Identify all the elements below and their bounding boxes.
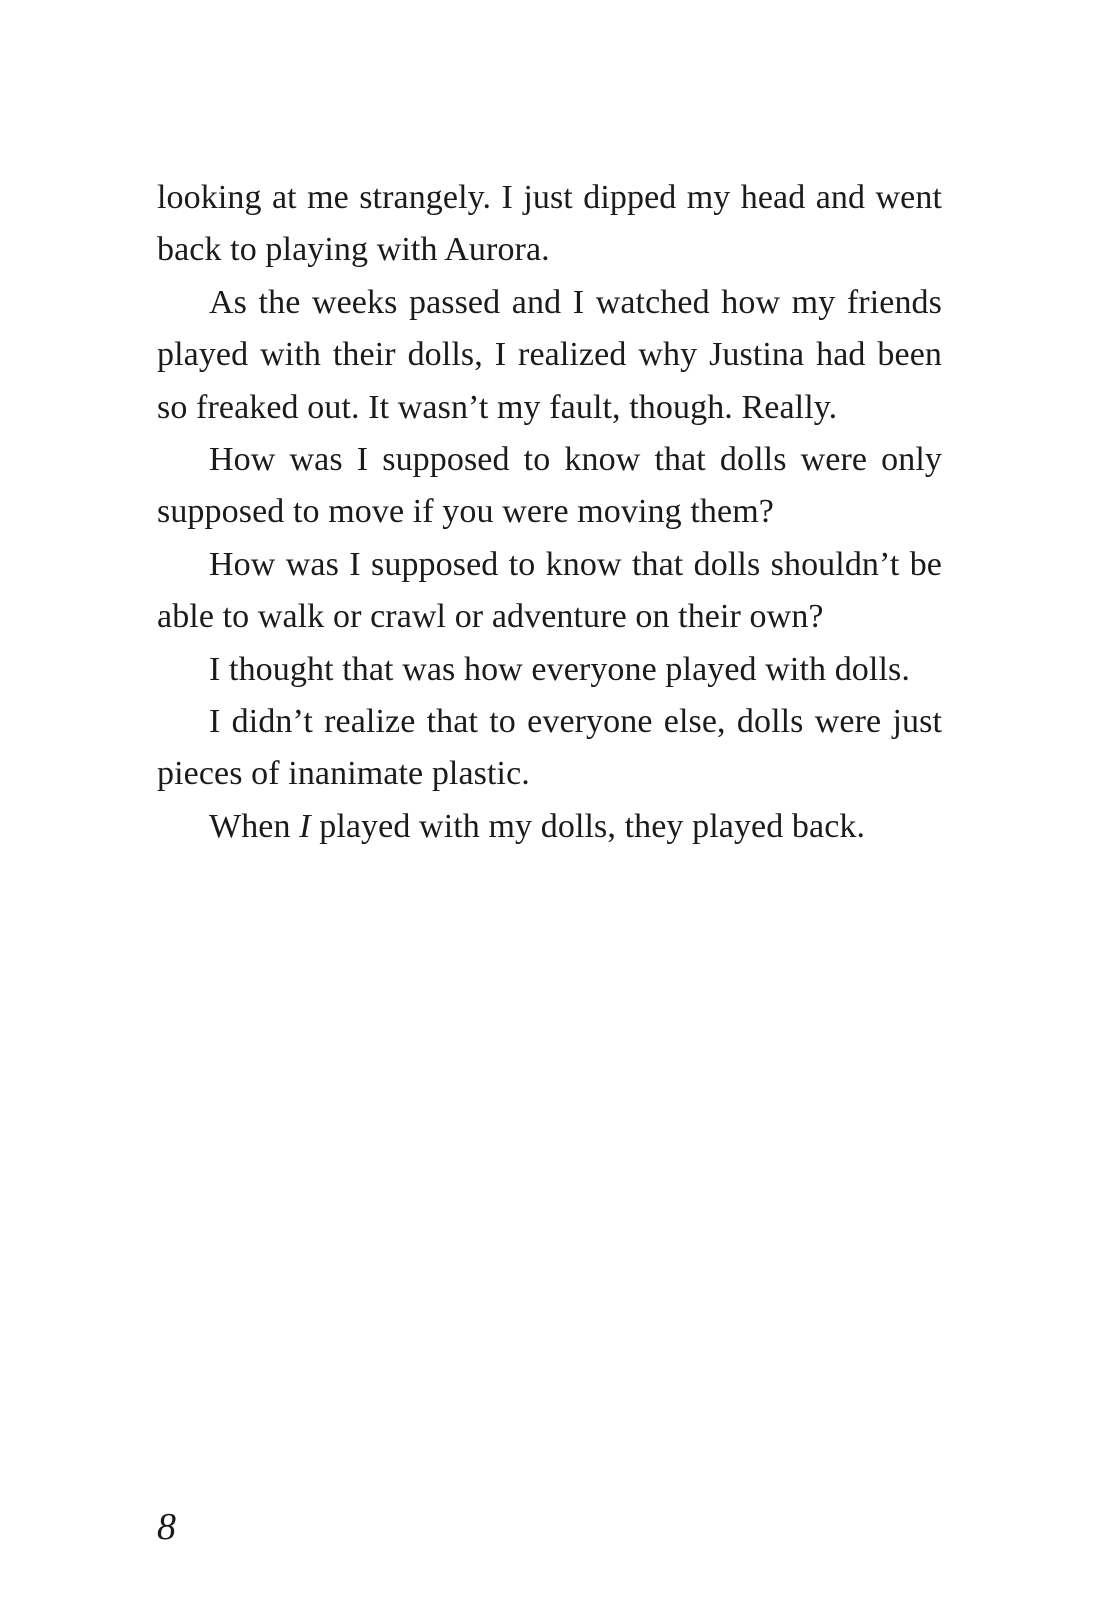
paragraph [157,539,942,644]
paragraph [157,801,942,853]
paragraph [157,434,942,539]
paragraph [157,696,942,801]
paragraph [157,172,942,277]
paragraph [157,277,942,434]
text-run: played with my dolls, they played back. [310,807,866,845]
page-number: 8 [157,1506,176,1548]
emphasis-text: I [299,807,311,845]
text-run: I didn’t realize that to everyone else, dolls were just pieces of inanimate plastic. [157,703,942,793]
text-run: When [209,807,300,845]
body-text [157,172,942,853]
text-run: How was I supposed to know that dolls shouldn’t be able to walk or crawl or adventure on their own? [157,545,942,636]
text-run: looking at me strangely. I just dipped my head and went back to playing with Aurora. [157,179,942,269]
text-run: I thought that was how everyone played with dolls. [209,650,910,688]
text-run: How was I supposed to know that dolls were only supposed to move if you were moving them? [157,441,942,531]
text-run: As the weeks passed and I watched how my friends played with their dolls, I realized why Justina had been so freaked out. It wasn’t my fault, though. Really. [157,283,942,426]
paragraph [157,644,942,696]
